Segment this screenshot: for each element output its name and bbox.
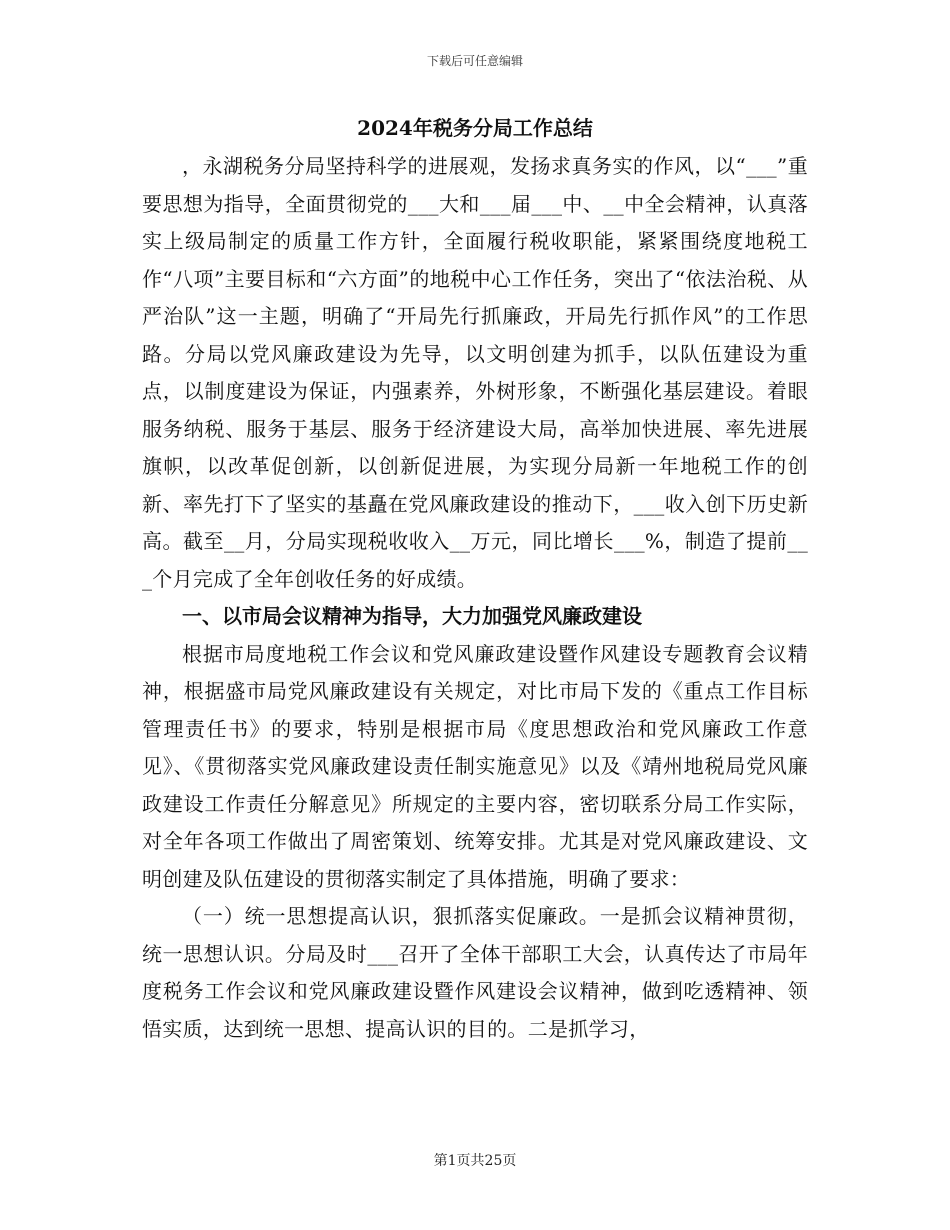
section-paragraph-1: 根据市局度地税工作会议和党风廉政建设暨作风建设专题教育会议精神，根据盛市局党风廉政建设有关规定，对比市局下发的《重点工作目标管理责任书》的要求，特别是根据市局《度思想政治和党风廉政工作意见》、《贯彻落实党风廉政建设责任制实施意见》以及《靖州地税局党风廉政建设工作责任分解意见》所规定的主要内容，密切联系分局工作实际，对全年各项工作做出了周密策划、统筹安排。尤其是对党风廉政建设、文明创建及队伍建设的贯彻落实制定了具体措施，明确了要求： xyxy=(142,641,808,891)
section-heading-1: 一、以市局会议精神为指导，大力加强党风廉政建设 xyxy=(182,604,642,628)
document-title: 2024年税务分局工作总结 xyxy=(357,116,593,140)
page-footer: 第1页共25页 xyxy=(433,1153,517,1169)
document-body xyxy=(142,110,808,1048)
header-note: 下载后可任意编辑 xyxy=(426,54,523,68)
subsection-paragraph-1: （一）统一思想提高认识，狠抓落实促廉政。一是抓会议精神贯彻，统一思想认识。分局及时___召开了全体干部职工大会，认真传达了市局年度税务工作会议和党风廉政建设暨作风建设会议精神，做到吃透精神、领悟实质，达到统一思想、提高认识的目的。二是抓学习， xyxy=(142,904,808,1041)
intro-paragraph: ，永湖税务分局坚持科学的进展观，发扬求真务实的作风，以“___”重要思想为指导，全面贯彻党的___大和___届___中、__中全会精神，认真落实上级局制定的质量工作方针，全面履行税收职能，紧紧围绕度地税工作“八项”主要目标和“六方面”的地税中心工作任务，突出了“依法治税、从严治队”这一主题，明确了“开局先行抓廉政，开局先行抓作风”的工作思路。分局以党风廉政建设为先导，以文明创建为抓手，以队伍建设为重点，以制度建设为保证，内强素养，外树形象，不断强化基层建设。着眼服务纳税、服务于基层、服务于经济建设大局，高举加快进展、率先进展旗帜，以改革促创新，以创新促进展，为实现分局新一年地税工作的创新、率先打下了坚实的基矗在党风廉政建设的推动下，___收入创下历史新高。截至__月，分局实现税收收入__万元，同比增长___%，制造了提前___个月完成了全年创收任务的好成绩。 xyxy=(142,154,808,591)
